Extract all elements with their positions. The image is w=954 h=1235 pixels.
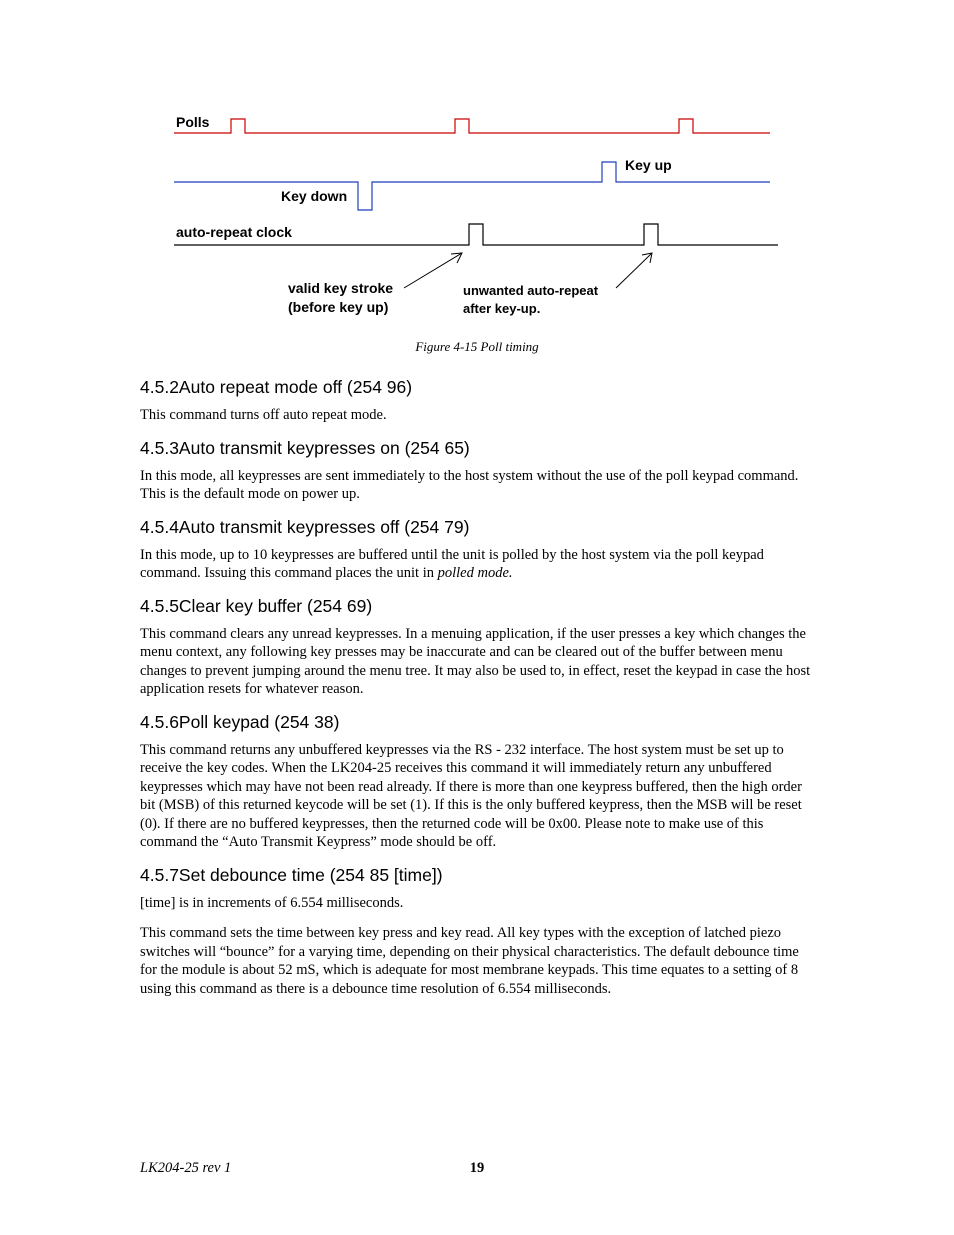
polled-mode-emphasis: polled mode. <box>437 565 513 581</box>
section-heading: 4.5.5Clear key buffer (254 69) <box>140 595 373 616</box>
footer-doc-title: LK204-25 rev 1 <box>140 1160 232 1176</box>
section-poll-keypad <box>140 711 815 852</box>
section-paragraph: In this mode, all keypresses are sent immediately to the host system without the use of the poll keypad command. This is the default mode on power up. <box>140 467 799 502</box>
section-heading: 4.5.4Auto transmit keypresses off (254 79) <box>140 516 470 537</box>
section-heading: 4.5.6Poll keypad (254 38) <box>140 711 340 732</box>
section-heading: 4.5.7Set debounce time (254 85 [time]) <box>140 864 443 885</box>
section-paragraph: This command clears any unread keypresses. In a menuing application, if the user presses a key which changes the menu context, any following key presses may be inaccurate and can be cleared out of the buffer between menu changes to prevent jumping around the menu tree. It may also be used to, in effect, reset the keypad in case the host application resets for whatever reason. <box>140 625 811 697</box>
section-paragraph: This command returns any unbuffered keypresses via the RS - 232 interface. The host system must be set up to receive the key codes. When the LK204-25 receives this command it will immediately return any unbuffered keypresses which may have not been read already. If there is more than one keypress buffered, then the high order bit (MSB) of this returned keycode will be set (1). If this is the only buffered keypress, then the MSB will be reset (0). If there are no buffered keypresses, then the returned code will be 0x00. Please note to make use of this command the “Auto Transmit Keypress” mode should be off. <box>140 741 802 850</box>
page-number: 19 <box>469 1160 485 1176</box>
key-down-label: Key down <box>281 188 348 204</box>
paragraph-text: In this mode, up to 10 keypresses are buffered until the unit is polled by the host system via the poll keypad command. Issuing this command places the unit in <box>140 546 764 581</box>
key-up-label: Key up <box>625 157 672 173</box>
section-heading: 4.5.3Auto transmit keypresses on (254 65) <box>140 437 470 458</box>
section-auto-transmit-on <box>140 437 815 504</box>
unwanted-repeat-arrow <box>616 253 652 288</box>
main-content <box>140 376 815 1010</box>
auto-repeat-clock-label: auto-repeat clock <box>176 224 292 240</box>
unwanted-repeat-label-1: unwanted auto-repeat <box>463 283 599 298</box>
polls-signal <box>174 119 770 133</box>
valid-stroke-arrow <box>404 253 462 288</box>
unwanted-repeat-label-2: after key-up. <box>463 301 541 316</box>
section-paragraph: [time] is in increments of 6.554 milliseconds. <box>140 894 404 911</box>
section-heading: 4.5.2Auto repeat mode off (254 96) <box>140 377 413 397</box>
section-auto-transmit-off <box>140 516 815 583</box>
section-auto-repeat-off <box>140 376 815 425</box>
section-set-debounce-time <box>140 864 815 999</box>
figure-caption: Figure 4-15 Poll timing <box>415 339 539 354</box>
section-paragraph: This command sets the time between key press and key read. All key types with the exception of latched piezo switches will “bounce” for a varying time, depending on their physical characteristics. The default debounce time for the module is about 52 mS, which is adequate for most membrane keypads. This time equates to a setting of 8 using this command as there is a debounce time resolution of 6.554 milliseconds. <box>140 925 799 997</box>
valid-stroke-label-2: (before key up) <box>288 299 389 315</box>
valid-stroke-label-1: valid key stroke <box>288 280 394 296</box>
section-paragraph <box>140 546 815 583</box>
section-paragraph: This command turns off auto repeat mode. <box>140 407 387 423</box>
poll-timing-diagram <box>0 0 954 335</box>
section-clear-key-buffer <box>140 595 815 699</box>
key-signal <box>174 162 770 210</box>
polls-label: Polls <box>176 114 210 130</box>
